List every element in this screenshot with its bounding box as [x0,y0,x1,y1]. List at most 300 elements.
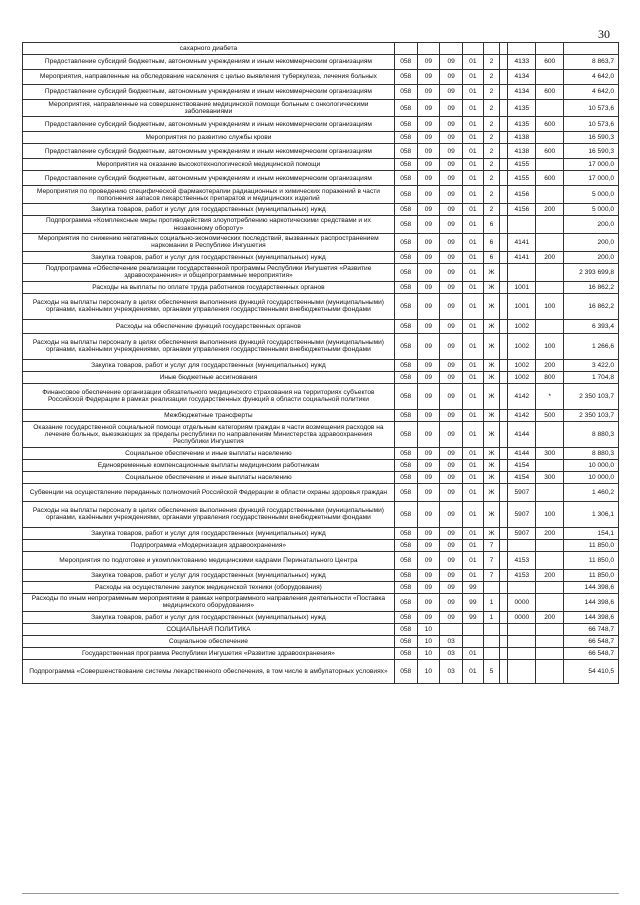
cell-c4: 0000 [508,611,536,623]
cell-c1: 01 [463,216,484,233]
cell-vr [536,421,564,447]
cell-c2: 2 [483,186,500,204]
cell-min: 058 [394,539,417,551]
cell-vr [536,551,564,569]
cell-pr: 09 [440,144,463,159]
table-row [23,233,619,251]
cell-name: Расходы на выплаты по оплате труда работников государственных органов [23,281,395,293]
cell-rz: 09 [417,383,440,409]
cell-c4: 1001 [508,281,536,293]
cell-rz: 10 [417,623,440,635]
cell-vr: 800 [536,371,564,383]
cell-pr: 09 [440,593,463,611]
cell-pr: 09 [440,281,463,293]
table-row [23,371,619,383]
cell-c4 [508,647,536,659]
cell-amount: 10 000,0 [564,471,619,483]
cell-c4: 4153 [508,569,536,581]
cell-amount: 66 548,7 [564,635,619,647]
cell-c2: Ж [483,421,500,447]
cell-c4: 5907 [508,483,536,501]
cell-rz: 09 [417,483,440,501]
cell-vr [536,459,564,471]
cell-amount: 200,0 [564,251,619,263]
cell-pr: 09 [440,471,463,483]
table-row [23,144,619,159]
cell-pr: 09 [440,581,463,593]
cell-min: 058 [394,569,417,581]
cell-min: 058 [394,501,417,527]
cell-name: Расходы на осуществление закупок медицинской техники (оборудования) [23,581,395,593]
cell-rz: 09 [417,539,440,551]
cell-amount: 2 393 699,8 [564,263,619,281]
cell-pr: 09 [440,293,463,319]
cell-min: 058 [394,233,417,251]
cell-c2: 1 [483,611,500,623]
table-row [23,659,619,683]
cell-amount: 4 642,0 [564,85,619,100]
table-row [23,623,619,635]
cell-rz: 09 [417,593,440,611]
cell-name: СОЦИАЛЬНАЯ ПОЛИТИКА [23,623,395,635]
cell-rz: 09 [417,293,440,319]
cell-pr: 09 [440,186,463,204]
cell-c4: 1002 [508,333,536,359]
cell-amount: 1 704,8 [564,371,619,383]
cell-min: 058 [394,333,417,359]
cell-c3 [500,527,508,539]
cell-amount: 200,0 [564,233,619,251]
cell-c2: Ж [483,319,500,333]
table-row [23,100,619,117]
cell-c1 [463,623,484,635]
cell-amount: 8 880,3 [564,421,619,447]
table-row [23,383,619,409]
table-row [23,409,619,421]
cell-c2: Ж [483,501,500,527]
table-row [23,471,619,483]
cell-rz: 09 [417,233,440,251]
cell-pr: 09 [440,569,463,581]
cell-c4 [508,263,536,281]
table-row [23,459,619,471]
cell-c3 [500,569,508,581]
cell-c1: 01 [463,409,484,421]
cell-amount: 8 880,3 [564,447,619,459]
cell-pr: 09 [440,251,463,263]
cell-c1: 01 [463,551,484,569]
cell-c4: 4135 [508,100,536,117]
cell-c1: 01 [463,447,484,459]
cell-amount: 3 422,0 [564,359,619,371]
cell-min: 058 [394,471,417,483]
cell-c2: 2 [483,159,500,171]
cell-pr: 09 [440,501,463,527]
cell-pr: 09 [440,132,463,144]
cell-c4 [508,539,536,551]
cell-c3 [500,483,508,501]
cell-name: Подпрограмма «Модернизация здравоохранения» [23,539,395,551]
cell-c3 [500,501,508,527]
cell-min: 058 [394,204,417,216]
cell-c3 [500,333,508,359]
cell-c1: 01 [463,319,484,333]
cell-c4: 4142 [508,383,536,409]
cell-c2: 6 [483,251,500,263]
cell-vr: 600 [536,144,564,159]
cell-c1: 01 [463,421,484,447]
table-row [23,263,619,281]
cell-c3 [500,251,508,263]
cell-c3 [500,551,508,569]
cell-vr [536,132,564,144]
table-row [23,527,619,539]
cell-vr: 200 [536,527,564,539]
table-row [23,319,619,333]
cell-vr: 600 [536,85,564,100]
cell-min: 058 [394,647,417,659]
cell-pr: 09 [440,551,463,569]
cell-c1: 01 [463,233,484,251]
cell-rz: 09 [417,159,440,171]
cell-vr [536,159,564,171]
cell-name: Иные бюджетные ассигнования [23,371,395,383]
cell-amount: 144 398,6 [564,581,619,593]
cell-amount: 6 393,4 [564,319,619,333]
cell-c3 [500,55,508,70]
table-row [23,581,619,593]
cell-rz: 09 [417,263,440,281]
cell-vr: 200 [536,569,564,581]
cell-rz: 09 [417,611,440,623]
cell-vr: 200 [536,251,564,263]
cell-amount: 1 266,6 [564,333,619,359]
cell-pr: 09 [440,263,463,281]
cell-name: Финансовое обеспечение организации обязательного медицинского страхования на территориях субъектов Российской Федерации в рамках реализации государственных функций в области социальной политики [23,383,395,409]
cell-c2: Ж [483,371,500,383]
cell-c2: 2 [483,132,500,144]
cell-min: 058 [394,263,417,281]
cell-c1: 01 [463,293,484,319]
cell-pr: 03 [440,659,463,683]
cell-rz: 10 [417,659,440,683]
cell-c1: 01 [463,539,484,551]
cell-c1: 01 [463,186,484,204]
cell-rz: 09 [417,85,440,100]
cell-c1: 01 [463,647,484,659]
cell-pr: 09 [440,611,463,623]
cell-rz: 09 [417,447,440,459]
table-row [23,333,619,359]
cell-c2: Ж [483,471,500,483]
cell-amount: 10 573,6 [564,117,619,132]
cell-pr: 09 [440,383,463,409]
cell-c3 [500,43,508,55]
cell-c1: 99 [463,611,484,623]
cell-c2: Ж [483,383,500,409]
cell-c1: 01 [463,527,484,539]
cell-min: 058 [394,359,417,371]
cell-min: 058 [394,319,417,333]
cell-vr: * [536,383,564,409]
cell-rz [417,43,440,55]
cell-min: 058 [394,447,417,459]
cell-min: 058 [394,527,417,539]
cell-pr: 03 [440,647,463,659]
cell-rz: 09 [417,459,440,471]
cell-c4: 5907 [508,501,536,527]
page-number: 30 [598,27,610,41]
table-row [23,70,619,85]
cell-c2 [483,647,500,659]
table-row [23,569,619,581]
cell-c1: 01 [463,383,484,409]
cell-rz: 09 [417,281,440,293]
cell-min: 058 [394,159,417,171]
cell-name: Закупка товаров, работ и услуг для государственных (муниципальных) нужд [23,359,395,371]
cell-c2: Ж [483,263,500,281]
cell-min: 058 [394,581,417,593]
cell-amount: 10 000,0 [564,459,619,471]
cell-amount: 4 642,0 [564,70,619,85]
cell-pr [440,43,463,55]
cell-min: 058 [394,85,417,100]
cell-c2: Ж [483,293,500,319]
cell-min: 058 [394,659,417,683]
cell-name: Предоставление субсидий бюджетным, автономным учреждениям и иным некоммерческим организациям [23,144,395,159]
cell-c1: 01 [463,70,484,85]
cell-amount: 17 000,0 [564,171,619,186]
table-row [23,85,619,100]
cell-min: 058 [394,383,417,409]
cell-rz: 09 [417,501,440,527]
cell-min: 058 [394,55,417,70]
cell-c1 [463,43,484,55]
table-row [23,447,619,459]
cell-pr: 09 [440,159,463,171]
cell-vr [536,623,564,635]
cell-c3 [500,144,508,159]
cell-c4: 4141 [508,233,536,251]
cell-c3 [500,159,508,171]
cell-c3 [500,171,508,186]
cell-min: 058 [394,371,417,383]
cell-c1 [463,635,484,647]
cell-rz: 09 [417,421,440,447]
cell-c2: Ж [483,459,500,471]
cell-c4: 0000 [508,593,536,611]
cell-pr: 09 [440,333,463,359]
cell-amount: 144 398,6 [564,611,619,623]
cell-c1: 01 [463,359,484,371]
cell-min: 058 [394,70,417,85]
cell-c4: 4141 [508,251,536,263]
cell-c3 [500,593,508,611]
cell-pr: 09 [440,85,463,100]
cell-rz: 09 [417,527,440,539]
cell-name: Расходы на выплаты персоналу в целях обеспечения выполнения функций государственными (муниципальными) органами, казёнными учреждениями, органами управления государственными внебюджетными фондами [23,333,395,359]
table-row [23,539,619,551]
cell-pr: 09 [440,100,463,117]
cell-name: Закупка товаров, работ и услуг для государственных (муниципальных) нужд [23,569,395,581]
cell-name: Расходы на обеспечение функций государственных органов [23,319,395,333]
cell-c1: 01 [463,501,484,527]
cell-pr: 09 [440,447,463,459]
cell-c4: 4144 [508,447,536,459]
cell-c2: 7 [483,551,500,569]
cell-c3 [500,635,508,647]
cell-c4: 1002 [508,371,536,383]
cell-vr [536,216,564,233]
cell-rz: 09 [417,551,440,569]
cell-c2: 5 [483,659,500,683]
cell-c2: 2 [483,100,500,117]
cell-pr: 09 [440,539,463,551]
cell-rz: 09 [417,371,440,383]
cell-c3 [500,233,508,251]
cell-c1: 01 [463,471,484,483]
cell-c2: 2 [483,70,500,85]
cell-name: Мероприятия на оказание высокотехнологической медицинской помощи [23,159,395,171]
table-row [23,293,619,319]
cell-pr: 09 [440,527,463,539]
cell-vr [536,70,564,85]
cell-amount: 5 000,0 [564,204,619,216]
cell-min: 058 [394,459,417,471]
cell-c1: 01 [463,569,484,581]
cell-vr: 300 [536,471,564,483]
cell-rz: 09 [417,204,440,216]
cell-c3 [500,216,508,233]
cell-c3 [500,383,508,409]
cell-vr: 200 [536,204,564,216]
cell-vr [536,593,564,611]
cell-c2 [483,623,500,635]
cell-name: сахарного диабета [23,43,395,55]
cell-c4: 1002 [508,319,536,333]
cell-c3 [500,659,508,683]
cell-c1: 01 [463,459,484,471]
table-row [23,611,619,623]
cell-c4 [508,581,536,593]
cell-c3 [500,611,508,623]
cell-rz: 09 [417,333,440,359]
cell-pr [440,623,463,635]
cell-c3 [500,581,508,593]
cell-c1: 01 [463,171,484,186]
table-row [23,635,619,647]
cell-c3 [500,471,508,483]
cell-c2: 6 [483,233,500,251]
cell-min: 058 [394,171,417,186]
cell-rz: 10 [417,635,440,647]
cell-amount: 16 590,3 [564,144,619,159]
cell-c2: Ж [483,333,500,359]
cell-c4: 4134 [508,85,536,100]
cell-c2: 7 [483,569,500,581]
cell-name: Закупка товаров, работ и услуг для государственных (муниципальных) нужд [23,251,395,263]
cell-name: Социальное обеспечение и иные выплаты населению [23,471,395,483]
table-row [23,593,619,611]
cell-pr: 09 [440,55,463,70]
cell-min: 058 [394,100,417,117]
table-row [23,43,619,55]
cell-name: Межбюджетные трансферты [23,409,395,421]
cell-c4: 1001 [508,293,536,319]
cell-pr: 09 [440,171,463,186]
cell-c2: 2 [483,204,500,216]
cell-c2: 6 [483,216,500,233]
cell-name: Закупка товаров, работ и услуг для государственных (муниципальных) нужд [23,527,395,539]
cell-name: Оказание государственной социальной помощи отдельным категориям граждан в части возмещения расходов на лечение больных, выезжающих за пределы республики по направлениям Министерства здравоохранения Республики Ингушетия [23,421,395,447]
cell-c4: 4134 [508,70,536,85]
cell-rz: 09 [417,70,440,85]
table-row [23,281,619,293]
cell-vr: 600 [536,171,564,186]
cell-c2: Ж [483,447,500,459]
cell-name: Субвенции на осуществление переданных полномочий Российской Федерации в области охраны здоровья граждан [23,483,395,501]
cell-c1: 01 [463,100,484,117]
cell-c3 [500,409,508,421]
table-row [23,171,619,186]
cell-c4: 4142 [508,409,536,421]
cell-c4: 4154 [508,459,536,471]
cell-name: Мероприятия по развитию службы крови [23,132,395,144]
cell-amount: 11 850,0 [564,551,619,569]
cell-amount: 54 410,5 [564,659,619,683]
cell-c3 [500,117,508,132]
cell-c2 [483,43,500,55]
cell-c3 [500,293,508,319]
cell-c2 [483,635,500,647]
cell-amount: 11 850,0 [564,539,619,551]
cell-rz: 09 [417,186,440,204]
cell-rz: 10 [417,647,440,659]
cell-vr [536,233,564,251]
cell-amount: 1 460,2 [564,483,619,501]
cell-c1: 01 [463,483,484,501]
cell-c1: 01 [463,333,484,359]
cell-c1: 01 [463,659,484,683]
cell-c3 [500,459,508,471]
cell-c3 [500,204,508,216]
cell-c1: 01 [463,251,484,263]
cell-c4 [508,43,536,55]
cell-c3 [500,371,508,383]
cell-name: Единовременные компенсационные выплаты медицинским работникам [23,459,395,471]
cell-c4 [508,216,536,233]
cell-c3 [500,281,508,293]
cell-c4 [508,623,536,635]
cell-amount: 5 000,0 [564,186,619,204]
cell-c2: 2 [483,171,500,186]
table-row [23,216,619,233]
cell-name: Предоставление субсидий бюджетным, автономным учреждениям и иным некоммерческим организациям [23,171,395,186]
table-row [23,55,619,70]
cell-name: Мероприятия, направленные на совершенствование медицинской помощи больным с онкологическими заболеваниями [23,100,395,117]
cell-vr: 500 [536,409,564,421]
cell-vr: 100 [536,333,564,359]
cell-pr: 09 [440,421,463,447]
cell-min: 058 [394,132,417,144]
cell-pr: 09 [440,70,463,85]
cell-vr: 200 [536,359,564,371]
cell-name: Мероприятия по проведению специфической фармакотерапии радиационных и химических поражений в части пополнения запасов лекарственных препаратов и медицинских изделий [23,186,395,204]
cell-amount: 200,0 [564,216,619,233]
cell-name: Подпрограмма «Обеспечение реализации государственной программы Республики Ингушетия «Развитие здравоохранения» и общепрограммные мероприятия» [23,263,395,281]
cell-rz: 09 [417,251,440,263]
cell-rz: 09 [417,569,440,581]
